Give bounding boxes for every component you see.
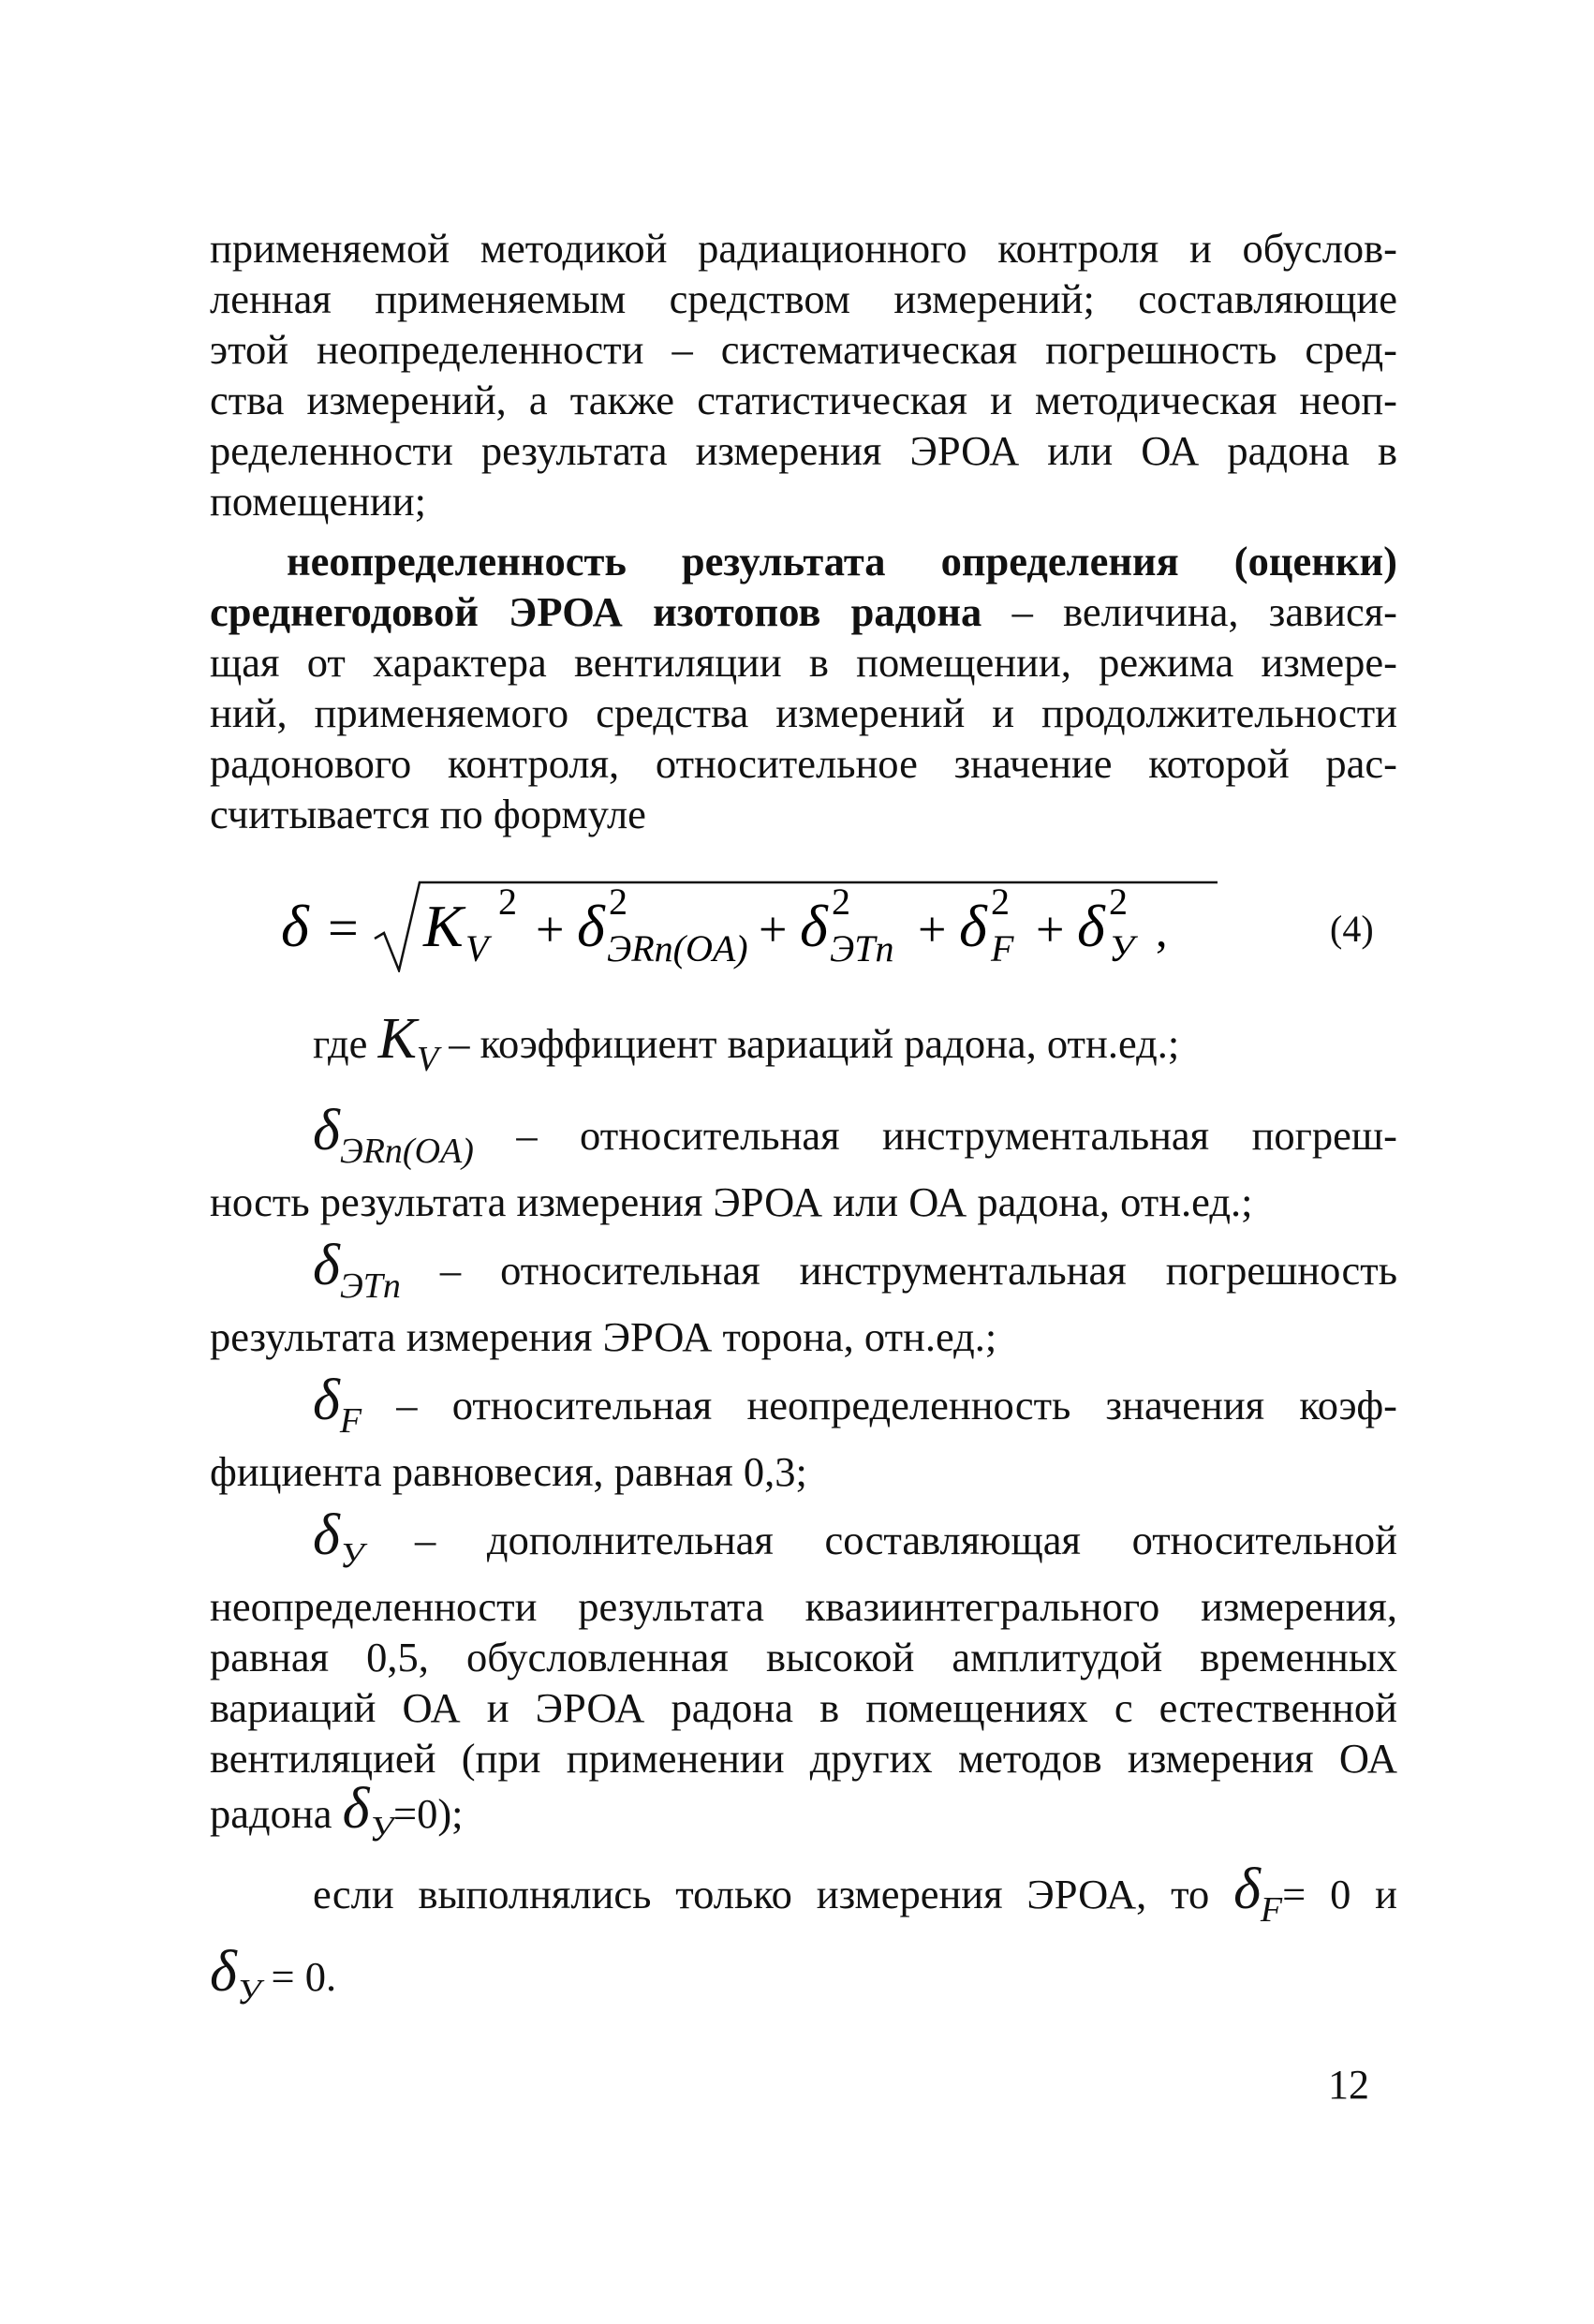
formula-delta: δ: [281, 893, 309, 959]
where-etn: [210, 1234, 1397, 1362]
symbol-f-sub: F: [1260, 1890, 1283, 1930]
text-line: считывается по формуле: [210, 791, 646, 837]
text-line: фициента равновесия, равная 0,3;: [210, 1448, 807, 1495]
formula-k-sub: V: [465, 927, 489, 970]
formula-delta-y: δ: [1077, 893, 1105, 959]
note-text: если выполнялись только измерения ЭРОА, то: [313, 1871, 1234, 1917]
definition-term-continued: среднегодовой ЭРОА изотопов радона: [210, 588, 982, 635]
formula-delta-ern: δ: [577, 893, 605, 959]
formula-etn-sup: 2: [832, 881, 850, 923]
symbol-delta: δ: [1233, 1858, 1261, 1921]
text-line: этой неопределенности – систематическая погрешность сред-: [210, 326, 1397, 373]
where-ern-line: [210, 1099, 1397, 1177]
text-line: ний, применяемого средства измерений и продолжительности: [210, 689, 1397, 736]
symbol-etn-sub: ЭTn: [339, 1266, 401, 1306]
symbol-ern-sub: ЭRn(OA): [339, 1132, 474, 1171]
symbol-delta: δ: [313, 1234, 340, 1297]
where-y: [210, 1503, 1397, 1855]
text-line: помещении;: [210, 478, 426, 525]
formula-ern-sup: 2: [609, 881, 627, 923]
where-etn-line: [210, 1234, 1397, 1311]
text-line: щая от характера вентиляции в помещении, режима измере-: [210, 639, 1397, 686]
text-line: равная 0,5, обусловленная высокой амплитудой временных: [210, 1634, 1397, 1680]
page-number: 12: [1328, 2062, 1369, 2108]
symbol-y-sub: У: [339, 1536, 364, 1576]
symbol-delta: δ: [313, 1503, 340, 1567]
formula-k-sup: 2: [498, 881, 517, 923]
equation-number: (4): [1330, 908, 1374, 950]
text: радона: [210, 1790, 343, 1837]
symbol-delta: δ: [313, 1369, 340, 1432]
text: =0);: [393, 1790, 464, 1837]
text-line: неопределенности результата квазиинтегрального измерения,: [210, 1583, 1397, 1630]
formula-plus: +: [759, 901, 788, 957]
formula-delta-etn: δ: [800, 893, 828, 959]
note-text: = 0 и: [1282, 1871, 1397, 1917]
kv-description: – коэффициент вариаций радона, отн.ед.;: [438, 1020, 1180, 1067]
text-line: вентиляцией (при применении других методов измерения ОА: [210, 1735, 1397, 1782]
symbol-f-sub: F: [339, 1401, 362, 1441]
formula-svg: [281, 860, 1311, 972]
ern-description: – относительная инструментальная погреш-: [473, 1112, 1397, 1159]
symbol-delta: δ: [210, 1940, 237, 2004]
formula-k: K: [423, 893, 464, 959]
where-f-line: [210, 1369, 1397, 1446]
definition-line: [210, 586, 1397, 637]
y-last-line: [210, 1777, 1397, 1855]
etn-description: – относительная инструментальная погрешность: [400, 1247, 1397, 1294]
symbol-y-sub: У: [236, 1973, 261, 2012]
text-line: применяемой методикой радиационного контроля и обуслов-: [210, 225, 1397, 272]
note-paragraph: [210, 1858, 1397, 2018]
symbol-delta: δ: [342, 1777, 370, 1841]
formula-4: [281, 860, 1405, 972]
formula-equals: =: [328, 897, 359, 958]
definition-text: – величина, завися-: [981, 588, 1397, 635]
formula-plus: +: [918, 901, 947, 957]
symbol-k-sub: V: [416, 1040, 439, 1079]
where-kv-line: [210, 1007, 1397, 1085]
where-f: [210, 1369, 1397, 1497]
text-line: ства измерений, а также статистическая и методическая неоп-: [210, 377, 1397, 423]
formula-f-sup: 2: [991, 881, 1010, 923]
formula-plus: +: [536, 901, 565, 957]
definition-paragraph: [210, 536, 1397, 839]
symbol-k: K: [377, 1007, 417, 1071]
definition-term-line: [210, 536, 1397, 586]
formula-comma: ,: [1156, 904, 1168, 956]
formula-y-sup: 2: [1109, 881, 1128, 923]
note-line-2: [210, 1940, 1397, 2018]
symbol-delta: δ: [313, 1099, 340, 1162]
formula-f-sub: F: [991, 927, 1014, 970]
text-line: ленная применяемым средством измерений; составляющие: [210, 275, 1397, 322]
text-line: радонового контроля, относительное значение которой рас-: [210, 740, 1397, 787]
definition-term: неопределенность результата определения (оценки): [287, 538, 1397, 585]
top-paragraph: [210, 223, 1397, 526]
formula-etn-sub: ЭTn: [830, 927, 894, 970]
text-line: ность результата измерения ЭРОА или ОА радона, отн.ед.;: [210, 1178, 1253, 1225]
f-description: – относительная неопределенность значения коэф-: [362, 1382, 1397, 1428]
formula-y-sub: У: [1109, 927, 1134, 970]
formula-delta-f: δ: [959, 893, 987, 959]
note-line: [210, 1858, 1397, 1935]
text-line: результата измерения ЭРОА торона, отн.ед.;: [210, 1313, 997, 1360]
symbol-y-sub: У: [369, 1810, 393, 1849]
where-ern: [210, 1099, 1397, 1227]
where-y-line: [210, 1503, 1397, 1581]
y-description: – дополнительная составляющая относительной: [363, 1517, 1397, 1563]
formula-ern-sub: ЭRn(OA): [607, 927, 748, 970]
text-line: ределенности результата измерения ЭРОА или ОА радона в: [210, 427, 1397, 474]
formula-plus: +: [1036, 901, 1065, 957]
where-kv: [210, 1007, 1397, 1085]
text-line: вариаций ОА и ЭРОА радона в помещениях с естественной: [210, 1684, 1397, 1731]
where-label: где: [313, 1020, 368, 1067]
note-text: = 0.: [260, 1953, 337, 2000]
